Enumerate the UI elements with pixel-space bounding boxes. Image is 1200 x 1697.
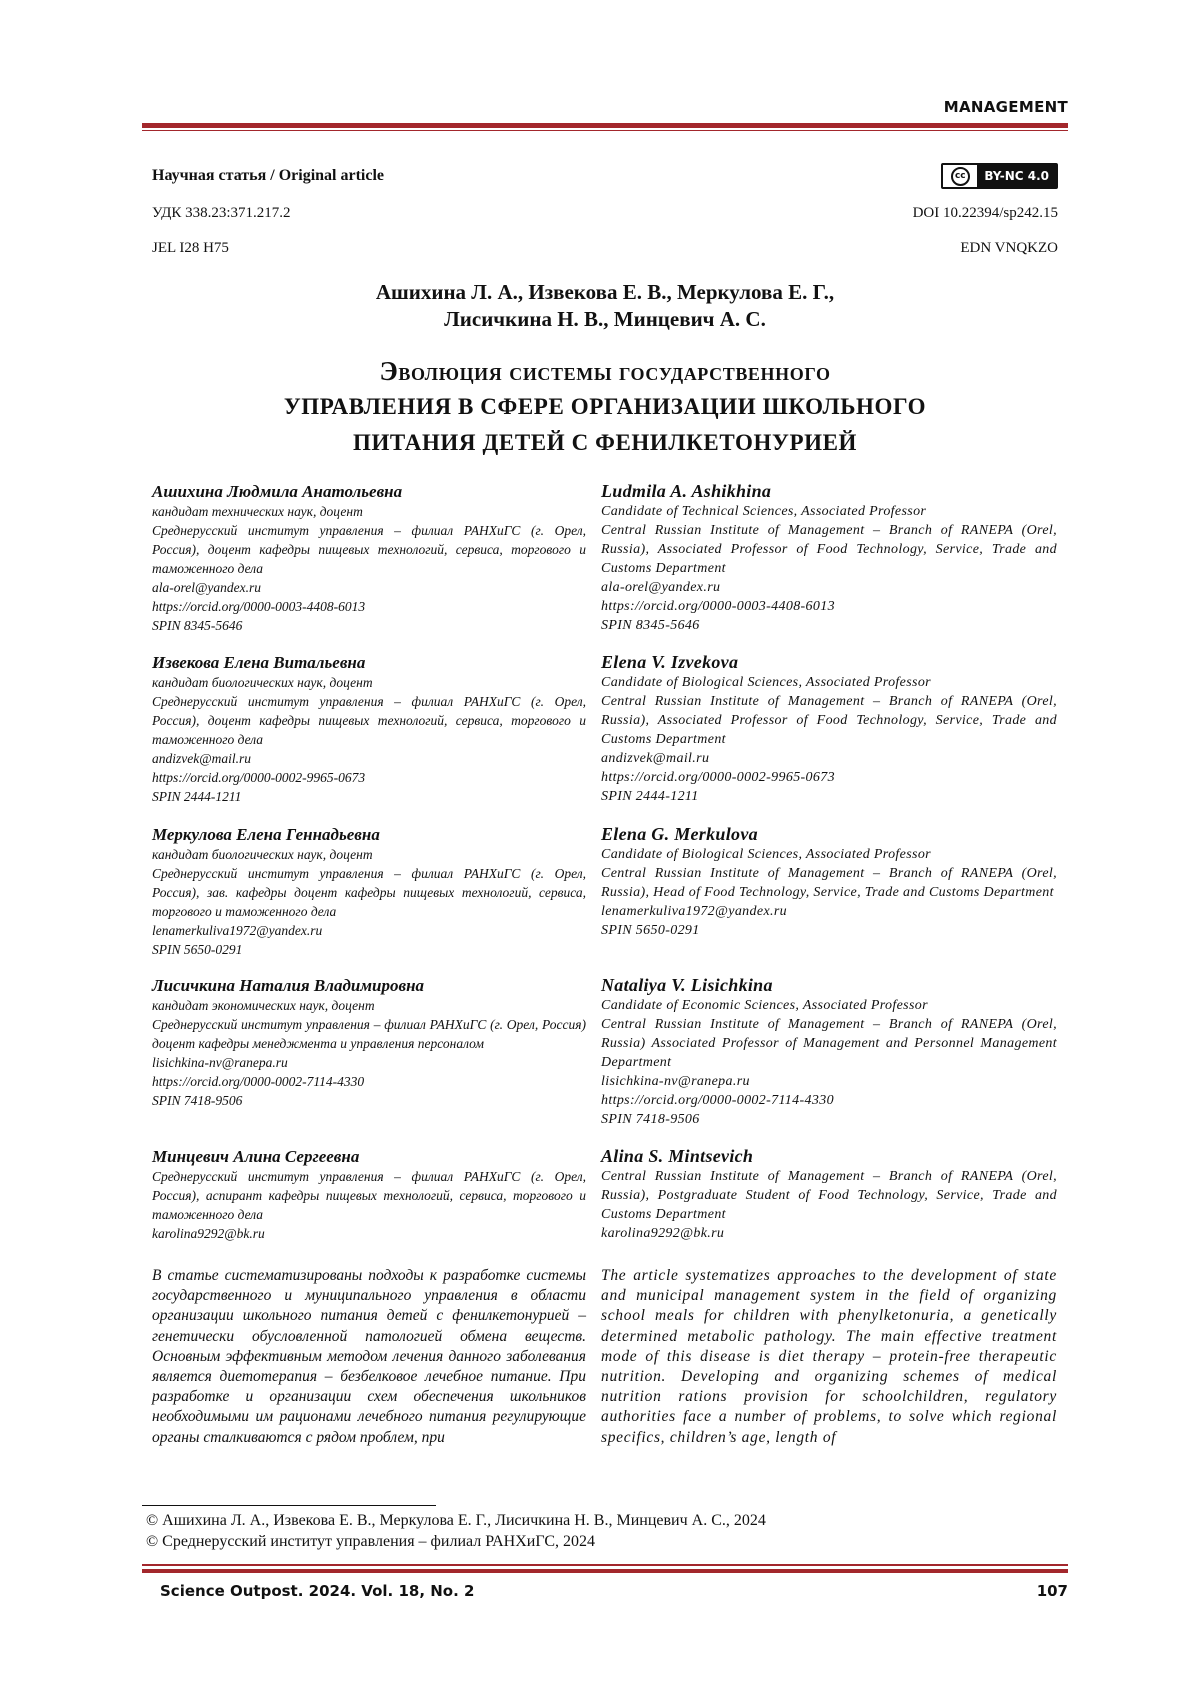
meta-row-type	[152, 163, 1058, 189]
author-name: Лисичкина Наталия Владимировна	[152, 976, 425, 995]
license-badge[interactable]	[941, 163, 1058, 189]
jel: JEL I28 H75	[152, 240, 229, 256]
author-orcid[interactable]: https://orcid.org/0000-0002-7114-4330	[152, 1074, 365, 1089]
authors-line-1: Ашихина Л. А., Извекова Е. В., Меркулова Е. Г.,	[375, 280, 835, 304]
author-email[interactable]: karolina9292@bk.ru	[601, 1226, 725, 1241]
author-detail: Среднерусский институт управления – филиал РАНХиГС (г. Орел, Россия) доцент кафедры менеджмента и управления персоналом	[152, 1017, 586, 1051]
author-detail: SPIN 5650-0291	[601, 923, 700, 938]
author-detail: Central Russian Institute of Management – Branch of RANEPA (Orel, Russia), Associated Professor of Food Technology, Service, Trade and Customs Department	[601, 523, 1057, 576]
author-block	[152, 824, 586, 959]
author-block	[152, 481, 586, 635]
author-detail: кандидат биологических наук, доцент	[152, 675, 373, 690]
author-name: Elena V. Izvekova	[601, 652, 739, 672]
meta-row-udk	[152, 205, 1058, 222]
title-initial: Э	[379, 356, 399, 386]
author-name: Elena G. Merkulova	[601, 824, 758, 844]
footer-rule	[142, 1564, 1068, 1566]
author-detail: кандидат технических наук, доцент	[152, 504, 363, 519]
doi[interactable]: DOI 10.22394/sp242.15	[912, 205, 1058, 221]
author-block	[152, 975, 586, 1110]
author-block	[601, 975, 1057, 1129]
author-name: Nataliya V. Lisichkina	[601, 975, 773, 995]
copyright-authors: © Ашихина Л. А., Извекова Е. В., Меркулова Е. Г., Лисичкина Н. В., Минцевич А. С., 2024	[146, 1512, 766, 1529]
author-orcid[interactable]: https://orcid.org/0000-0002-9965-0673	[601, 770, 835, 785]
footer-rule-thick	[142, 1569, 1068, 1573]
author-orcid[interactable]: https://orcid.org/0000-0002-7114-4330	[601, 1093, 834, 1108]
author-detail: кандидат биологических наук, доцент	[152, 847, 373, 862]
author-detail: Central Russian Institute of Management – Branch of RANEPA (Orel, Russia), Postgraduate Student of Food Technology, Service, Trade and Customs Department	[601, 1169, 1057, 1222]
author-detail: Среднерусский институт управления – филиал РАНХиГС (г. Орел, Россия), зав. кафедры доцент кафедры пищевых технологий, сервиса, торгового и таможенного дела	[152, 866, 586, 919]
author-detail: Candidate of Biological Sciences, Associated Professor	[601, 675, 931, 690]
author-detail: SPIN 5650-0291	[152, 942, 243, 957]
footnote-rule	[142, 1505, 436, 1506]
title-line-1	[142, 356, 1068, 387]
edn: EDN VNQKZO	[960, 240, 1058, 256]
author-detail: SPIN 2444-1211	[152, 789, 242, 804]
author-detail: Candidate of Economic Sciences, Associated Professor	[601, 998, 928, 1013]
author-block	[601, 824, 1057, 940]
footer-journal: Science Outpost. 2024. Vol. 18, No. 2	[160, 1582, 475, 1600]
author-email[interactable]: karolina9292@bk.ru	[152, 1226, 265, 1241]
author-detail: Central Russian Institute of Management – Branch of RANEPA (Orel, Russia) Associated Professor of Management and Personnel Management Department	[601, 1017, 1057, 1070]
author-detail: кандидат экономических наук, доцент	[152, 998, 375, 1013]
author-detail: Central Russian Institute of Management – Branch of RANEPA (Orel, Russia), Associated Professor of Food Technology, Service, Trade and Customs Department	[601, 694, 1057, 747]
author-block	[152, 1146, 586, 1243]
author-name: Меркулова Елена Геннадьевна	[152, 825, 380, 844]
article-type: Научная статья / Original article	[152, 167, 384, 184]
author-detail: SPIN 8345-5646	[601, 618, 700, 633]
abstract-ru: В статье систематизированы подходы к разработке системы государственного и муниципального управления в области организации школьного питания детей с фенилкетонурией – генетически обусловленной патологией обмена веществ. Основным эффективным методом лечения данного заболевания является диетотерапия – безбелковое лечебное питание. При разработке и организации схем обеспечения школьников необходимыми им рационами лечебного питания регулирующие органы сталкиваются с рядом проблем, при	[152, 1267, 586, 1446]
license-label: BY-NC 4.0	[984, 169, 1049, 183]
authors-line-2: Лисичкина Н. В., Минцевич А. С.	[444, 307, 766, 331]
author-block	[601, 652, 1057, 806]
author-name: Alina S. Mintsevich	[601, 1146, 754, 1166]
author-email[interactable]: lenamerkuliva1972@yandex.ru	[152, 923, 323, 938]
running-header-section: MANAGEMENT	[943, 98, 1068, 116]
author-orcid[interactable]: https://orcid.org/0000-0002-9965-0673	[152, 770, 366, 785]
udk: УДК 338.23:371.217.2	[152, 205, 291, 221]
author-block	[601, 481, 1057, 635]
author-orcid[interactable]: https://orcid.org/0000-0003-4408-6013	[152, 599, 366, 614]
author-detail: Среднерусский институт управления – филиал РАНХиГС (г. Орел, Россия), аспирант кафедры пищевых технологий, сервиса, торгового и таможенного дела	[152, 1169, 586, 1222]
author-name: Минцевич Алина Сергеевна	[152, 1147, 360, 1166]
title-line-2: УПРАВЛЕНИЯ В СФЕРЕ ОРГАНИЗАЦИИ ШКОЛЬНОГО	[283, 394, 927, 419]
header-rule	[142, 123, 1068, 128]
cc-icon: cc	[943, 165, 977, 187]
author-email[interactable]: andizvek@mail.ru	[601, 751, 710, 766]
author-email[interactable]: andizvek@mail.ru	[152, 751, 252, 766]
copyright-institute: © Среднерусский институт управления – филиал РАНХиГС, 2024	[146, 1533, 596, 1550]
author-detail: Среднерусский институт управления – филиал РАНХиГС (г. Орел, Россия), доцент кафедры пищевых технологий, сервиса, торгового и таможенного дела	[152, 694, 586, 747]
author-orcid[interactable]: https://orcid.org/0000-0003-4408-6013	[601, 599, 835, 614]
author-detail: SPIN 7418-9506	[152, 1093, 243, 1108]
author-detail: Candidate of Biological Sciences, Associated Professor	[601, 847, 931, 862]
title-rest: волюция системы государственного	[398, 359, 831, 386]
author-block	[152, 652, 586, 806]
author-email[interactable]: lisichkina-nv@ranepa.ru	[601, 1074, 750, 1089]
author-email[interactable]: lisichkina-nv@ranepa.ru	[152, 1055, 288, 1070]
author-detail: Candidate of Technical Sciences, Associated Professor	[601, 504, 927, 519]
author-detail: SPIN 8345-5646	[152, 618, 243, 633]
abstract-en: The article systematizes approaches to the development of state and municipal management system in the field of organizing school meals for children with phenylketonuria, a genetically determined metabolic pathology. The main effective treatment mode of this disease is diet therapy – protein-free therapeutic nutrition. Developing and organizing schemes of medical nutrition rations provision for schoolchildren, regulatory authorities face a number of problems, to solve which regional specifics, children’s age, length of	[601, 1267, 1057, 1446]
author-detail: SPIN 7418-9506	[601, 1112, 700, 1127]
author-email[interactable]: lenamerkuliva1972@yandex.ru	[601, 904, 788, 919]
author-email[interactable]: ala-orel@yandex.ru	[152, 580, 262, 595]
meta-row-jel	[152, 240, 1058, 257]
header-rule-thin	[142, 130, 1068, 131]
author-email[interactable]: ala-orel@yandex.ru	[601, 580, 721, 595]
title-line-3: ПИТАНИЯ ДЕТЕЙ С ФЕНИЛКЕТОНУРИЕЙ	[352, 430, 858, 455]
author-name: Ашихина Людмила Анатольевна	[152, 482, 403, 501]
author-detail: SPIN 2444-1211	[601, 789, 699, 804]
author-name: Ludmila A. Ashikhina	[601, 481, 772, 501]
author-name: Извекова Елена Витальевна	[152, 653, 366, 672]
author-block	[601, 1146, 1057, 1243]
footer-page-number: 107	[1036, 1582, 1068, 1600]
author-detail: Central Russian Institute of Management – Branch of RANEPA (Orel, Russia), Head of Food Technology, Service, Trade and Customs Department	[601, 866, 1057, 900]
author-detail: Среднерусский институт управления – филиал РАНХиГС (г. Орел, Россия), доцент кафедры пищевых технологий, сервиса, торгового и таможенного дела	[152, 523, 586, 576]
